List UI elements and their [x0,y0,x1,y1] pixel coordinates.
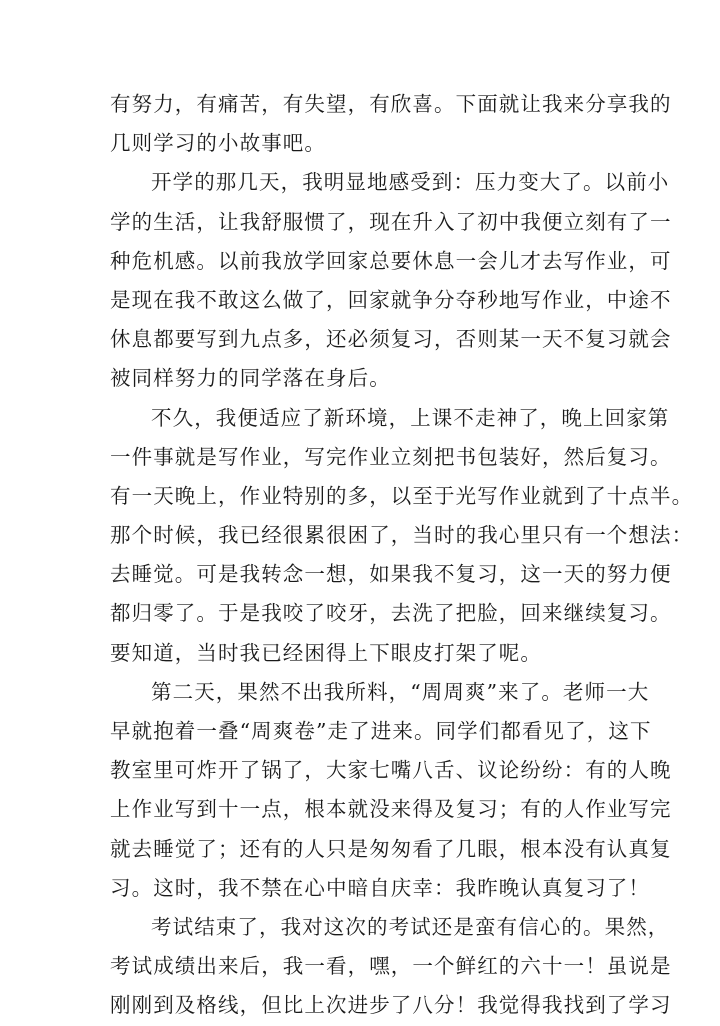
text-line: 被同样努力的同学落在身后。 [110,366,391,391]
paragraph-first-line: 考试结束了，我对这次的考试还是蛮有信心的。果然， [151,914,670,939]
text-line: 有努力，有痛苦，有失望，有欣喜。下面就让我来分享我的 [110,92,672,116]
text-line: 刚刚到及格线，但比上次进步了八分！我觉得我找到了学习 [110,993,672,1018]
text-line: 种危机感。以前我放学回家总要休息一会儿才去写作业，可 [110,248,672,273]
text-line: 教室里可炸开了锅了，大家七嘴八舌、议论纷纷：有的人晚 [110,758,672,783]
text-line: 学的生活，让我舒服惯了，现在升入了初中我便立刻有了一 [110,209,672,234]
text-line: 休息都要写到九点多，还必须复习，否则某一天不复习就会 [110,327,672,352]
text-line: 都归零了。于是我咬了咬牙，去洗了把脸，回来继续复习。 [110,601,672,626]
text-line: 几则学习的小故事吧。 [110,131,326,156]
paragraph-first-line: 不久，我便适应了新环境，上课不走神了，晚上回家第 [151,405,670,430]
text-line: 考试成绩出来后，我一看，嘿，一个鲜红的六十一！虽说是 [110,954,672,979]
text-line: 要知道，当时我已经困得上下眼皮打架了呢。 [110,640,542,665]
text-line: 上作业写到十一点，根本就没来得及复习；有的人作业写完 [110,797,672,822]
text-line: 一件事就是写作业，写完作业立刻把书包装好，然后复习。 [110,444,672,469]
paragraph-first-line: 开学的那几天，我明显地感受到：压力变大了。以前小 [151,170,670,195]
text-line: 是现在我不敢这么做了，回家就争分夺秒地写作业，中途不 [110,287,672,312]
text-line: 有一天晚上，作业特别的多，以至于光写作业就到了十点半。 [110,483,694,508]
paragraph-first-line: 第二天，果然不出我所料，“周周爽”来了。老师一大 [151,679,650,704]
text-line: 那个时候，我已经很累很困了，当时的我心里只有一个想法： [110,523,694,548]
text-line: 习。这时，我不禁在心中暗自庆幸：我昨晚认真复习了！ [110,875,650,900]
text-line: 就去睡觉了；还有的人只是匆匆看了几眼，根本没有认真复 [110,836,672,861]
text-line: 早就抱着一叠“周爽卷”走了进来。同学们都看见了，这下 [110,719,652,743]
text-line: 去睡觉。可是我转念一想，如果我不复习，这一天的努力便 [110,562,672,587]
essay-body [110,85,694,1026]
